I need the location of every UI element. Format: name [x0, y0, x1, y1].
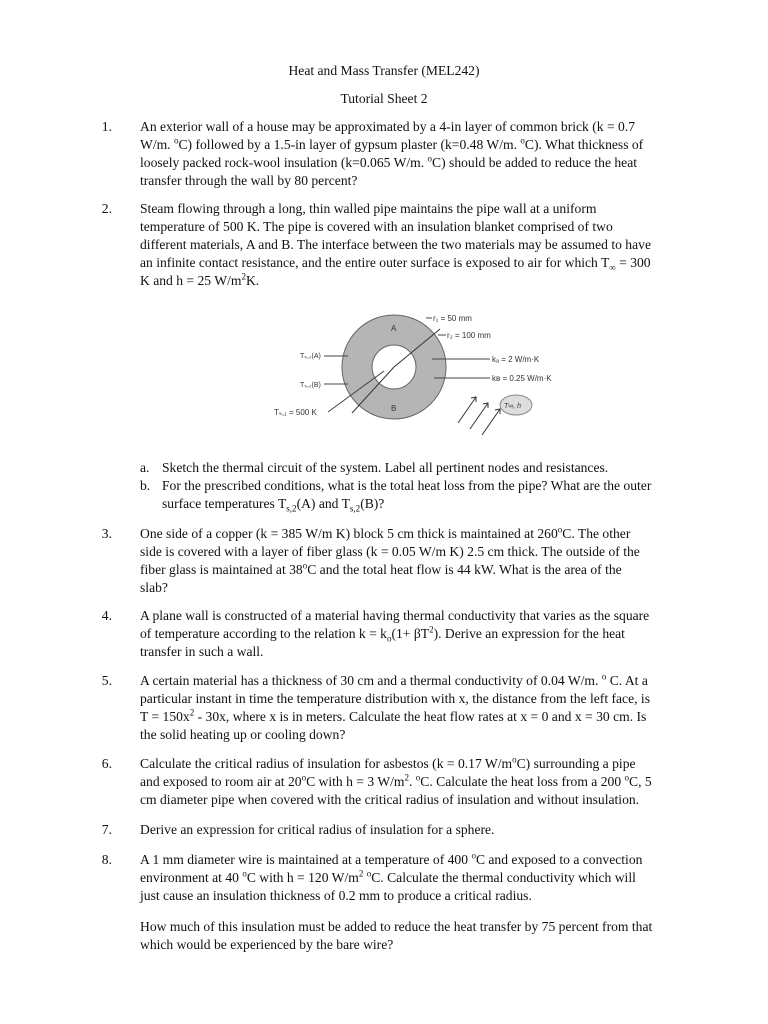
arrow-2 [470, 403, 488, 429]
label-a: A [391, 324, 397, 333]
ka-label: kₐ = 2 W/m·K [492, 355, 540, 364]
question-text: An exterior wall of a house may be approximated by a 4-in layer of common brick (k = 0.7 W/m. $^o$C) followed by a 1.5-in layer of gypsum plaster (k=0.48 W/m. $^o$C). What thickness of loosely packed rock-wool insulation (k=0.065 W/m. $^o$C) should be added to reduce the heat transfer through the wall by 80 percent? [140, 119, 644, 188]
r1-label: r₁ = 50 mm [433, 314, 472, 323]
question-number: 8. [101, 852, 112, 867]
sheet-title: Tutorial Sheet 2 [340, 91, 428, 106]
ts2b-label: Tₛ,₂(B) [300, 382, 321, 389]
ts2a-label: Tₛ,₂(A) [300, 353, 321, 360]
convection-arrows [458, 397, 500, 435]
question-text: A certain material has a thickness of 30 cm and a thermal conductivity of 0.04 W/m. $^o$ C. At a particular instant in time the temperature distribution with x, the distance from the left face, is $T = 150x^2 - 30x$, where x is in meters. Calculate the heat flow rates at x = 0 and x = 30 cm. Is the solid heating up or cooling down? [140, 671, 650, 742]
tinf-label: T∞, h [504, 403, 522, 410]
arrow-3 [482, 409, 500, 435]
label-b: B [391, 404, 397, 413]
question-text: One side of a copper (k = 385 W/m K) block 5 cm thick is maintained at 260$^o$C. The other side is covered with a layer of fiber glass (k = 0.05 W/m K) 2.5 cm thick. The outside of the fiber glass is maintained at 38$^o$C and the total heat flow is 44 kW. What is the area of the slab? [140, 524, 640, 595]
question-number: 2. [101, 201, 112, 216]
question-number: 1. [101, 119, 112, 134]
question-number: 3. [101, 526, 112, 541]
r2-label: r₂ = 100 mm [447, 331, 491, 340]
question-text: How much of this insulation must be added to reduce the heat transfer by 75 percent from that which would be experienced by the bare wire? [140, 919, 653, 952]
arrow-1 [458, 397, 476, 423]
question-number: 5. [101, 673, 112, 688]
question-text: Calculate the critical radius of insulation for asbestos (k = 0.17 $W/m^oC$) surrounding a pipe and exposed to room air at 20$^o$C with h = 3 $W/m^2$. $^o$C. Calculate the heat loss from a 200 $^o$C, 5 cm diameter pipe when covered with the critical radius of insulation and without insulation. [140, 754, 652, 807]
kb-label: kʙ = 0.25 W/m·K [492, 374, 552, 383]
course-title: Heat and Mass Transfer (MEL242) [288, 63, 480, 78]
question-text: Derive an expression for critical radius of insulation for a sphere. [140, 822, 495, 837]
question-number: 4. [101, 608, 112, 623]
question-number: 7. [101, 822, 112, 837]
question-number: 6. [101, 756, 112, 771]
question-text: Steam flowing through a long, thin walled pipe maintains the pipe wall at a uniform temperature of 500 K. The pipe is covered with an insulation blanket comprised of two different materials, A and B. The interface between the two materials may be assumed to have an infinite contact resistance, and the entire outer surface is exposed to air for which $T_\infty = 300$ K and h = 25 $W/m^2K$. [140, 201, 651, 288]
ts1-label: Tₛ,₁ = 500 K [274, 408, 317, 417]
question-text: A plane wall is constructed of a material having thermal conductivity that varies as the square of temperature according to the relation $k = k_o(1+ \beta T^2)$. Derive an expression for the heat transfer in such a wall. [140, 608, 650, 659]
question-text: A 1 mm diameter wire is maintained at a temperature of 400 $^o$C and exposed to a convection environment at 40 $^o$C with h = 120 $W/m^2$ $^o$C. Calculate the thermal conductivity which will just cause an insulation thickness of 0.2 mm to produce a critical radius. [140, 850, 643, 903]
pipe-insulation-figure [272, 305, 562, 435]
